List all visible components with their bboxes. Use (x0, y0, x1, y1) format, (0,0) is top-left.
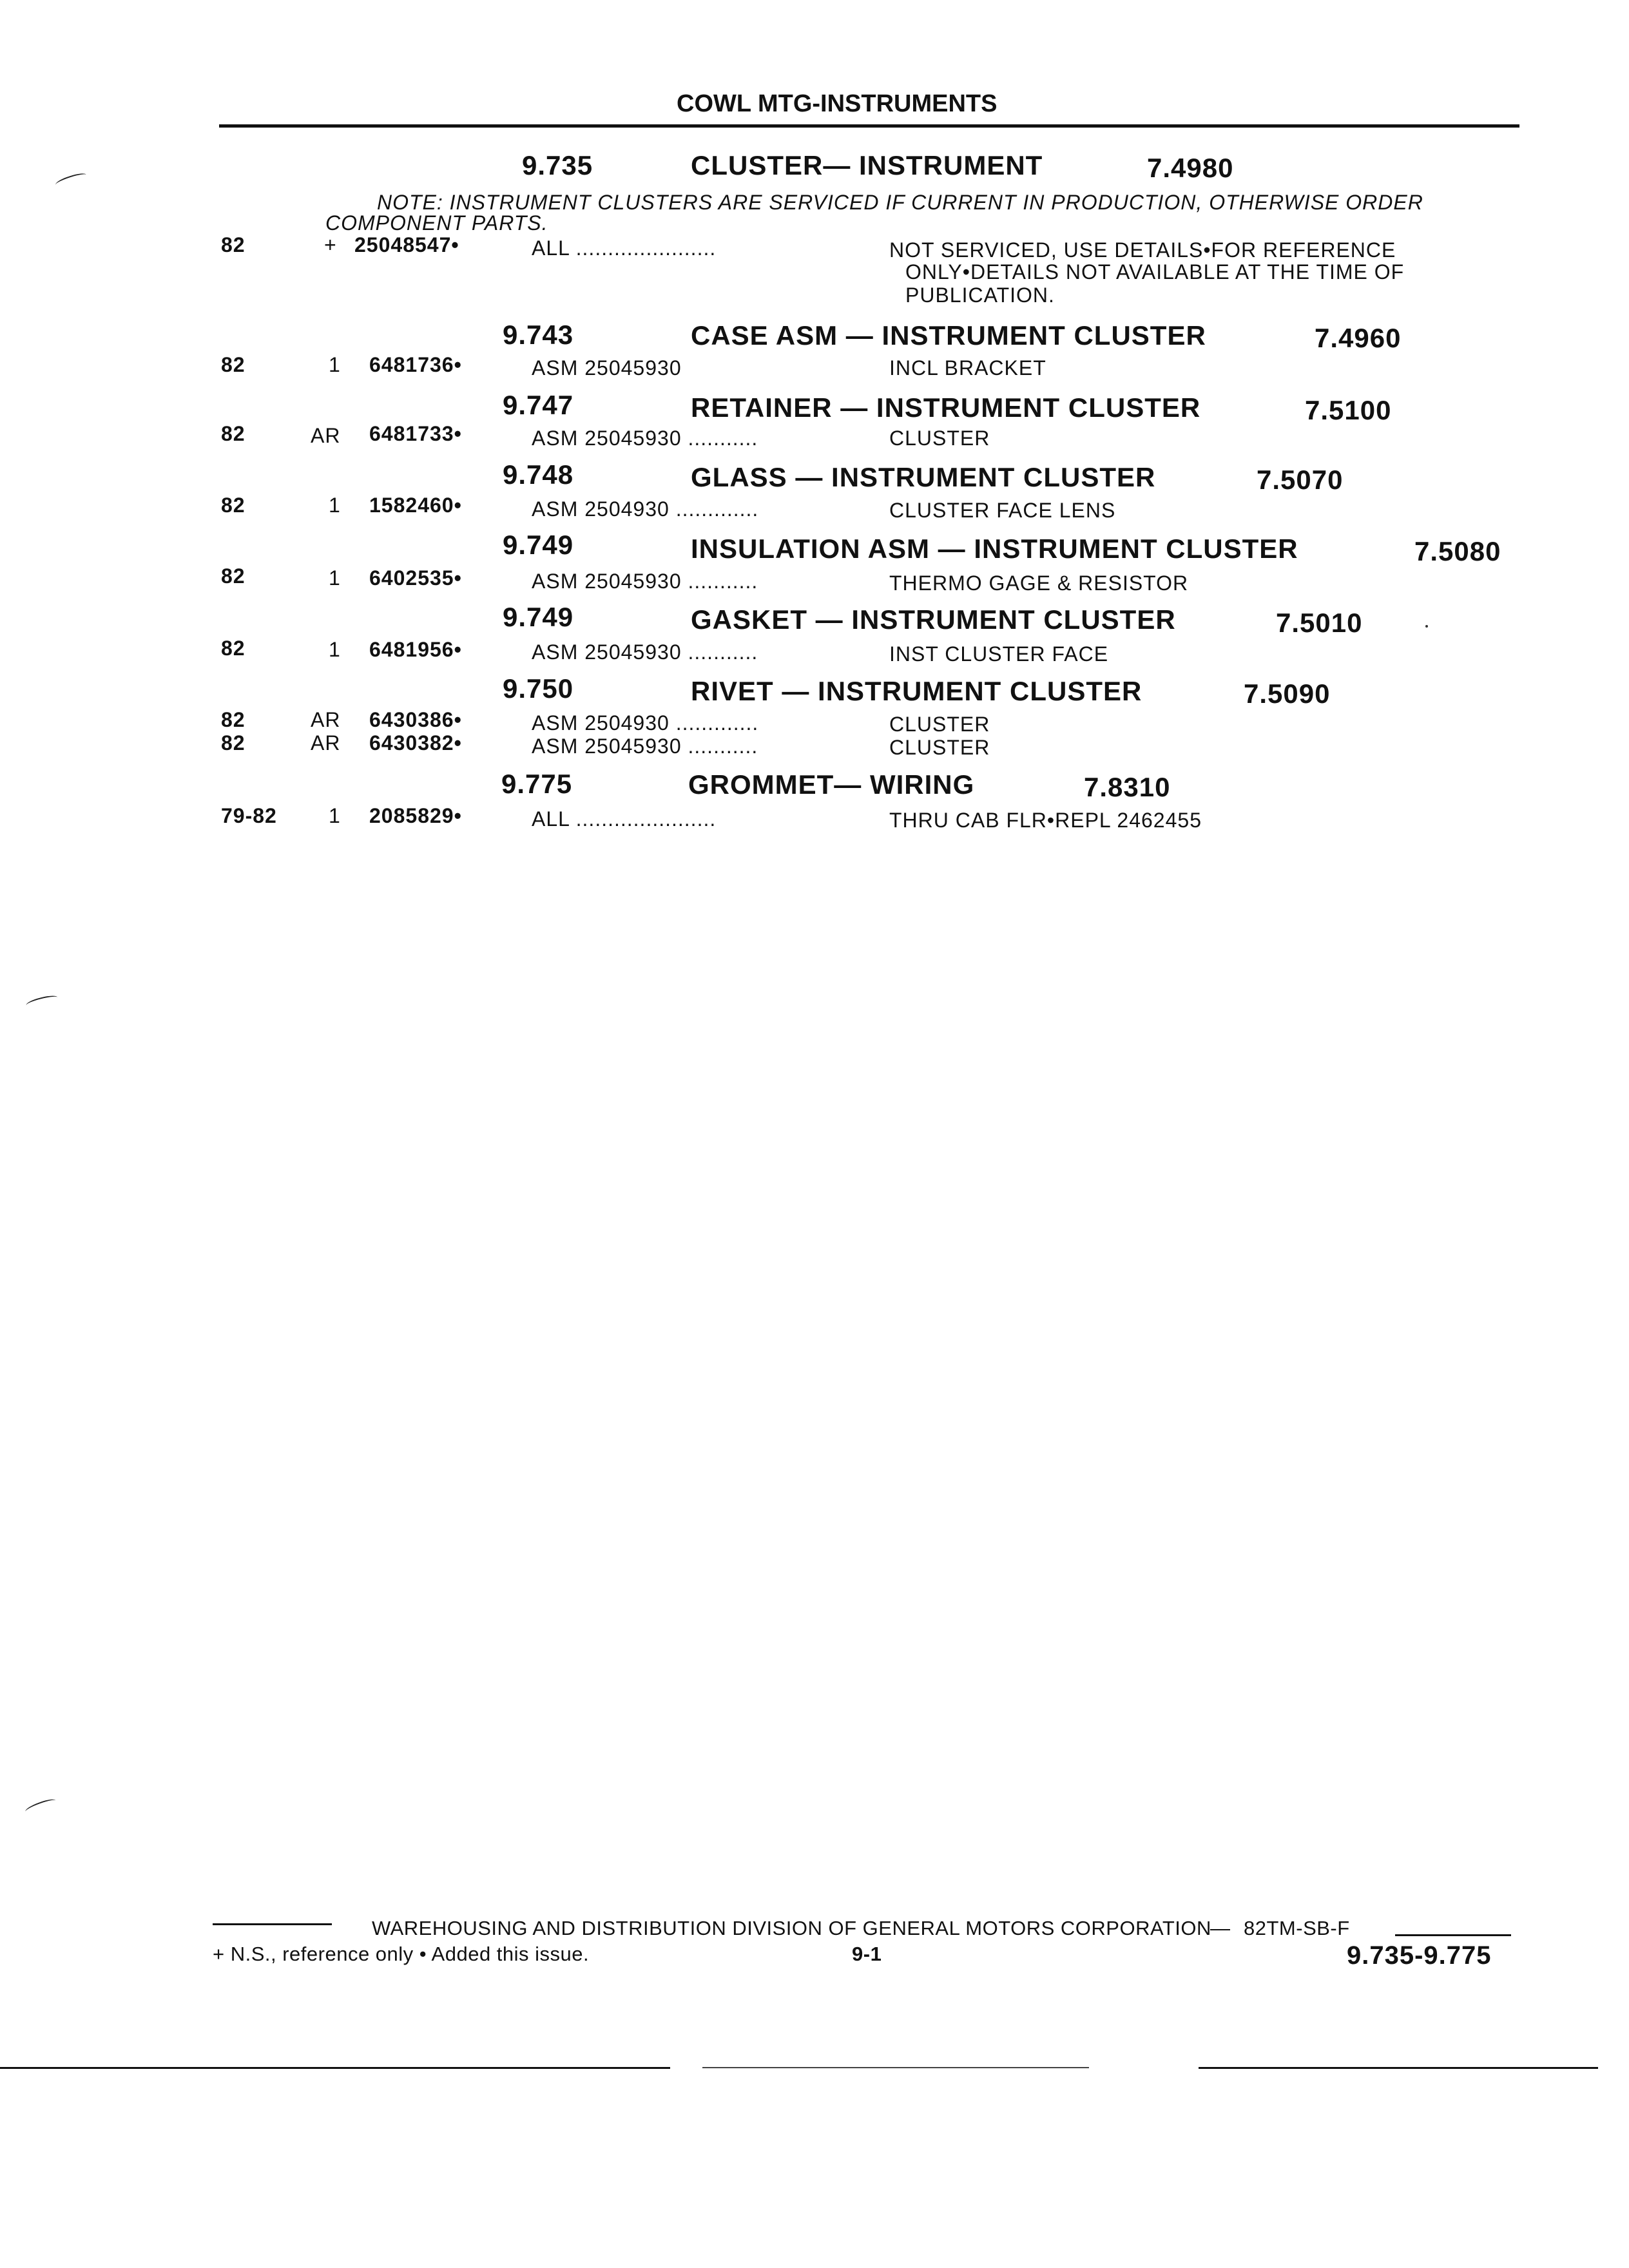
scan-mark (24, 1797, 57, 1815)
row-qty: AR (311, 708, 341, 731)
row-description: CLUSTER FACE LENS (889, 499, 1116, 522)
group-number: 9.775 (501, 769, 573, 799)
bottom-rule (702, 2067, 1089, 2068)
scan-mark (54, 171, 87, 189)
group-ref: 7.5090 (1244, 678, 1331, 709)
group-number: 9.749 (503, 602, 574, 632)
row-part-number: 6430382• (369, 731, 462, 754)
group-number: 9.748 (503, 459, 574, 490)
group-ref: 7.8310 (1084, 772, 1171, 802)
group-name: CASE ASM — INSTRUMENT CLUSTER (691, 320, 1206, 351)
footer-publisher: WAREHOUSING AND DISTRIBUTION DIVISION OF GENERAL MOTORS CORPORATION (372, 1917, 1211, 1939)
row-qty: 1 (329, 566, 341, 590)
footer-rule-left (213, 1923, 332, 1925)
row-year: 79-82 (221, 804, 277, 827)
row-part-number: 1582460• (369, 494, 462, 517)
row-qty: 1 (329, 353, 341, 376)
page-title: COWL MTG-INSTRUMENTS (677, 90, 998, 117)
group-name: RETAINER — INSTRUMENT CLUSTER (691, 392, 1201, 423)
row-year: 82 (221, 422, 246, 445)
stray-dot (1425, 625, 1428, 628)
row-year: 82 (221, 233, 246, 256)
group-ref: 7.4960 (1315, 323, 1402, 353)
row-qty: 1 (329, 638, 341, 661)
group-number: 9.743 (503, 320, 574, 350)
group-ref: 7.5100 (1305, 395, 1392, 425)
row-year: 82 (221, 731, 246, 754)
row-part-number: 25048547• (354, 233, 459, 256)
row-description: NOT SERVICED, USE DETAILS•FOR REFERENCE (889, 238, 1396, 262)
row-part-number: 6481736• (369, 353, 462, 376)
row-description: THRU CAB FLR•REPL 2462455 (889, 809, 1202, 832)
group-name: RIVET — INSTRUMENT CLUSTER (691, 676, 1142, 706)
row-usage: ASM 25045930 (532, 356, 682, 380)
group-name: GROMMET— WIRING (688, 769, 975, 800)
note-line: NOTE: INSTRUMENT CLUSTERS ARE SERVICED IF CURRENT IN PRODUCTION, OTHERWISE ORDER (377, 191, 1423, 214)
group-ref: 7.5010 (1276, 608, 1363, 638)
group-number: 9.749 (503, 530, 574, 560)
row-part-number: 6402535• (369, 566, 462, 590)
footer-rule-right (1395, 1934, 1511, 1936)
footer-doc-code: 82TM-SB-F (1244, 1917, 1350, 1939)
row-description: INST CLUSTER FACE (889, 642, 1109, 666)
row-description: THERMO GAGE & RESISTOR (889, 572, 1189, 595)
group-name: INSULATION ASM — INSTRUMENT CLUSTER (691, 533, 1298, 564)
row-usage: ALL ...................... (532, 236, 717, 260)
bottom-rule (0, 2067, 670, 2069)
bottom-rule (1199, 2067, 1598, 2069)
row-part-number: 6430386• (369, 708, 462, 731)
footer-dash: — (1210, 1917, 1231, 1939)
row-usage: ALL ...................... (532, 807, 717, 831)
row-year: 82 (221, 564, 246, 588)
row-year: 82 (221, 637, 246, 660)
row-part-number: 6481956• (369, 638, 462, 661)
group-name: GLASS — INSTRUMENT CLUSTER (691, 462, 1156, 492)
row-year: 82 (221, 353, 246, 376)
scan-mark (25, 994, 58, 1009)
row-qty: 1 (329, 804, 341, 827)
row-usage: ASM 2504930 ............. (532, 711, 759, 735)
row-year: 82 (221, 708, 246, 731)
row-qty: + (324, 233, 337, 256)
row-year: 82 (221, 494, 246, 517)
row-description: CLUSTER (889, 427, 990, 450)
footer-legend: + N.S., reference only • Added this issue. (213, 1943, 590, 1965)
page-number: 9-1 (852, 1943, 882, 1965)
row-usage: ASM 2504930 ............. (532, 497, 759, 521)
group-number: 9.735 (522, 150, 593, 180)
group-ref: 7.5070 (1257, 465, 1344, 495)
row-qty: AR (311, 731, 341, 754)
page-range: 9.735-9.775 (1347, 1941, 1492, 1970)
row-qty: AR (311, 424, 341, 447)
group-ref: 7.5080 (1414, 536, 1501, 566)
row-description: INCL BRACKET (889, 356, 1046, 380)
row-usage: ASM 25045930 ........... (532, 640, 758, 664)
row-description: CLUSTER (889, 736, 990, 759)
row-description: ONLY•DETAILS NOT AVAILABLE AT THE TIME OF (905, 260, 1405, 284)
row-usage: ASM 25045930 ........... (532, 570, 758, 593)
group-name: CLUSTER— INSTRUMENT (691, 150, 1043, 180)
row-description: PUBLICATION. (905, 284, 1055, 307)
header-rule (219, 124, 1519, 128)
row-usage: ASM 25045930 ........... (532, 427, 758, 450)
row-description: CLUSTER (889, 713, 990, 736)
group-ref: 7.4980 (1147, 153, 1234, 183)
row-qty: 1 (329, 494, 341, 517)
note-line: COMPONENT PARTS. (325, 211, 548, 235)
row-part-number: 6481733• (369, 422, 462, 445)
group-number: 9.747 (503, 390, 574, 420)
row-usage: ASM 25045930 ........... (532, 735, 758, 758)
group-number: 9.750 (503, 673, 574, 704)
group-name: GASKET — INSTRUMENT CLUSTER (691, 604, 1176, 635)
row-part-number: 2085829• (369, 804, 462, 827)
